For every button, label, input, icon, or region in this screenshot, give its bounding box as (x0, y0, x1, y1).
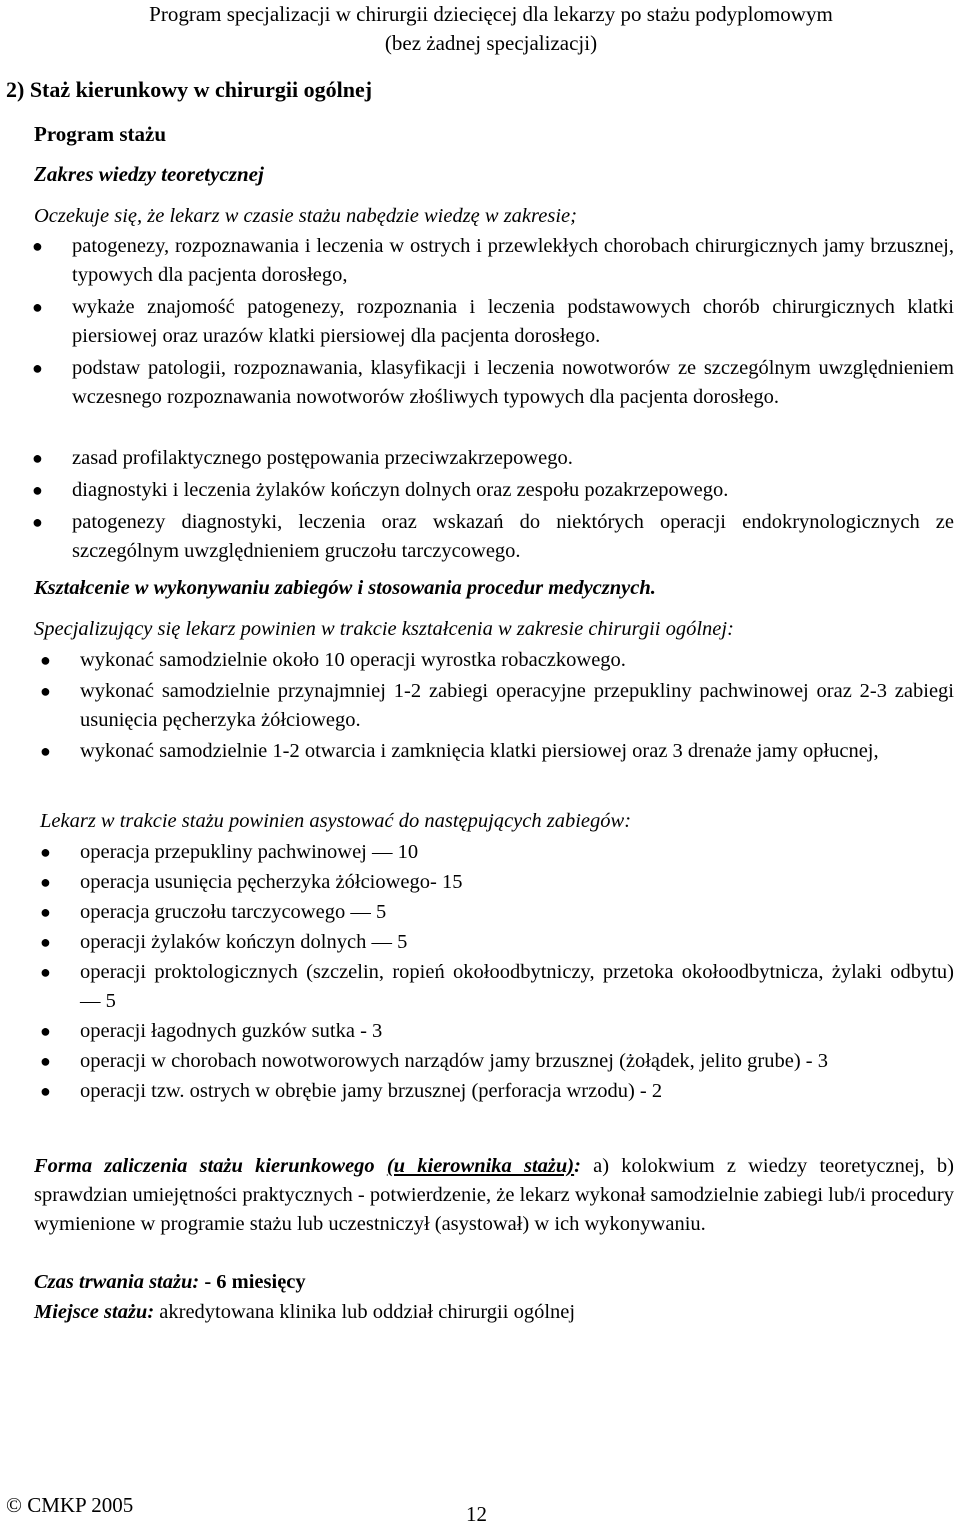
theory-item-text: diagnostyki i leczenia żylaków kończyn dolnych oraz zespołu pozakrzepowego. (72, 479, 729, 501)
list-item: ● patogenezy diagnostyki, leczenia oraz wskazań do niektórych operacji endokrynologicznych ze szczególnym uwzględnieniem gruczołu tarczycowego. (32, 511, 954, 562)
assist-list (40, 838, 954, 1106)
place-line (34, 1298, 954, 1327)
theory-item-text: wykaże znajomość patogenezy, rozpoznania i leczenia podstawowych chorób chirurgicznych klatki piersiowej oraz urazów klatki piersiowej dla pacjenta dorosłego. (72, 296, 954, 347)
list-item: ● diagnostyki i leczenia żylaków kończyn dolnych oraz zespołu pozakrzepowego. (32, 479, 729, 501)
assist-item-text: operacji w chorobach nowotworowych narządów jamy brzusznej (żołądek, jelito grube) - 3 (80, 1050, 828, 1072)
skills-item-text: wykonać samodzielnie około 10 operacji wyrostka robaczkowego. (80, 649, 626, 671)
completion-paragraph (34, 1152, 954, 1239)
list-item: ● operacji żylaków kończyn dolnych — 5 (40, 931, 408, 953)
skills-intro: Specjalizujący się lekarz powinien w trakcie kształcenia w zakresie chirurgii ogólnej: (34, 618, 734, 640)
footer-page-number: 12 (466, 1502, 487, 1526)
page-header (26, 0, 956, 58)
list-item: ● zasad profilaktycznego postępowania przeciwzakrzepowego. (32, 447, 573, 469)
list-item: ● wykonać samodzielnie przynajmniej 1-2 zabiegi operacyjne przepukliny pachwinowej oraz 2-3 zabiegi usunięcia pęcherzyka żółciowego. (40, 680, 954, 731)
program-heading: Program stażu (34, 122, 166, 146)
list-item: ● operacja gruczołu tarczycowego — 5 (40, 901, 387, 923)
assist-item-text: operacji proktologicznych (szczelin, ropień okołoodbytniczy, przetoka okołoodbytnicza, żylaki odbytu) — 5 (80, 961, 954, 1012)
list-item: ● operacja przepukliny pachwinowej — 10 (40, 841, 419, 863)
duration-line (34, 1268, 954, 1297)
list-item: ● wykaże znajomość patogenezy, rozpoznania i leczenia podstawowych chorób chirurgicznych klatki piersiowej oraz urazów klatki piersiowej dla pacjenta dorosłego. (32, 296, 954, 347)
theory-list (32, 232, 954, 566)
theory-item-text: patogenezy diagnostyki, leczenia oraz wskazań do niektórych operacji endokrynologicznych ze szczególnym uwzględnieniem gruczołu tarczycowego. (72, 511, 954, 562)
list-item: ● operacji proktologicznych (szczelin, ropień okołoodbytniczy, przetoka okołoodbytnicza, żylaki odbytu) — 5 (40, 961, 954, 1012)
theory-item-text: patogenezy, rozpoznawania i leczenia w ostrych i przewlekłych chorobach chirurgicznych jamy brzusznej, typowych dla pacjenta dorosłego, (72, 235, 954, 286)
list-item: ● operacji łagodnych guzków sutka - 3 (40, 1020, 383, 1042)
theory-heading: Zakres wiedzy teoretycznej (34, 162, 264, 186)
header-line-1: Program specjalizacji w chirurgii dziecięcej dla lekarzy po stażu podyplomowym (149, 2, 833, 26)
theory-item-text: podstaw patologii, rozpoznawania, klasyfikacji i leczenia nowotworów ze szczególnym uwzględnieniem wczesnego rozpoznawania nowotworów złośliwych typowych dla pacjenta dorosłego. (72, 357, 954, 408)
theory-intro: Oczekuje się, że lekarz w czasie stażu nabędzie wiedzę w zakresie; (34, 205, 577, 227)
list-item: ● podstaw patologii, rozpoznawania, klasyfikacji i leczenia nowotworów ze szczególnym uwzględnieniem wczesnego rozpoznawania nowotworów złośliwych typowych dla pacjenta dorosłego. (32, 357, 954, 408)
assist-item-text: operacji tzw. ostrych w obrębie jamy brzusznej (perforacja wrzodu) - 2 (80, 1080, 663, 1102)
assist-intro: Lekarz w trakcie stażu powinien asystować do następujących zabiegów: (40, 810, 632, 832)
header-line-2: (bez żadnej specjalizacji) (384, 31, 598, 55)
footer-copyright: © CMKP 2005 (6, 1493, 134, 1517)
skills-item-text: wykonać samodzielnie przynajmniej 1-2 zabiegi operacyjne przepukliny pachwinowej oraz 2-3 zabiegi usunięcia pęcherzyka żółciowego. (80, 680, 954, 731)
assist-item-text: operacja gruczołu tarczycowego — 5 (80, 901, 387, 923)
completion-text: a) kolokwium z wiedzy teoretycznej, b) sprawdzian umiejętności praktycznych - potwierdzenie, że lekarz wykonał samodzielnie zabiegi lub/i procedury wymienione w programie stażu lub uczestniczył (asystował) w ich wykonywaniu. (34, 1155, 955, 1235)
list-item: ● operacja usunięcia pęcherzyka żółciowego- 15 (40, 871, 463, 893)
completion-label: Forma zaliczenia stażu kierunkowego (34, 1155, 375, 1177)
place-value: akredytowana klinika lub oddział chirurgii ogólnej (159, 1301, 576, 1323)
assist-item-text: operacji żylaków kończyn dolnych — 5 (80, 931, 408, 953)
place-label: Miejsce stażu: (34, 1301, 155, 1323)
list-item: ● patogenezy, rozpoznawania i leczenia w ostrych i przewlekłych chorobach chirurgicznych jamy brzusznej, typowych dla pacjenta dorosłego, (32, 235, 954, 286)
list-item: ● wykonać samodzielnie około 10 operacji wyrostka robaczkowego. (40, 649, 626, 671)
section-title: 2) Staż kierunkowy w chirurgii ogólnej (6, 77, 373, 102)
list-item: ● operacji tzw. ostrych w obrębie jamy brzusznej (perforacja wrzodu) - 2 (40, 1080, 663, 1102)
skills-heading: Kształcenie w wykonywaniu zabiegów i stosowania procedur medycznych. (34, 577, 656, 599)
completion-label-supervisor: (u kierownika stażu) (386, 1155, 575, 1177)
theory-item-text: zasad profilaktycznego postępowania przeciwzakrzepowego. (72, 447, 573, 469)
list-item: ● wykonać samodzielnie 1-2 otwarcia i zamknięcia klatki piersiowej oraz 3 drenaże jamy opłucnej, (40, 740, 879, 762)
skills-item-text: wykonać samodzielnie 1-2 otwarcia i zamknięcia klatki piersiowej oraz 3 drenaże jamy opłucnej, (80, 740, 879, 762)
skills-list (40, 646, 954, 766)
assist-item-text: operacji łagodnych guzków sutka - 3 (80, 1020, 383, 1042)
duration-label: Czas trwania stażu: (34, 1271, 200, 1293)
duration-value: - 6 miesięcy (204, 1271, 306, 1293)
assist-item-text: operacja przepukliny pachwinowej — 10 (80, 841, 419, 863)
list-item: ● operacji w chorobach nowotworowych narządów jamy brzusznej (żołądek, jelito grube) - 3 (40, 1050, 828, 1072)
completion-label-colon: : (574, 1155, 581, 1177)
assist-item-text: operacja usunięcia pęcherzyka żółciowego- 15 (80, 871, 463, 893)
